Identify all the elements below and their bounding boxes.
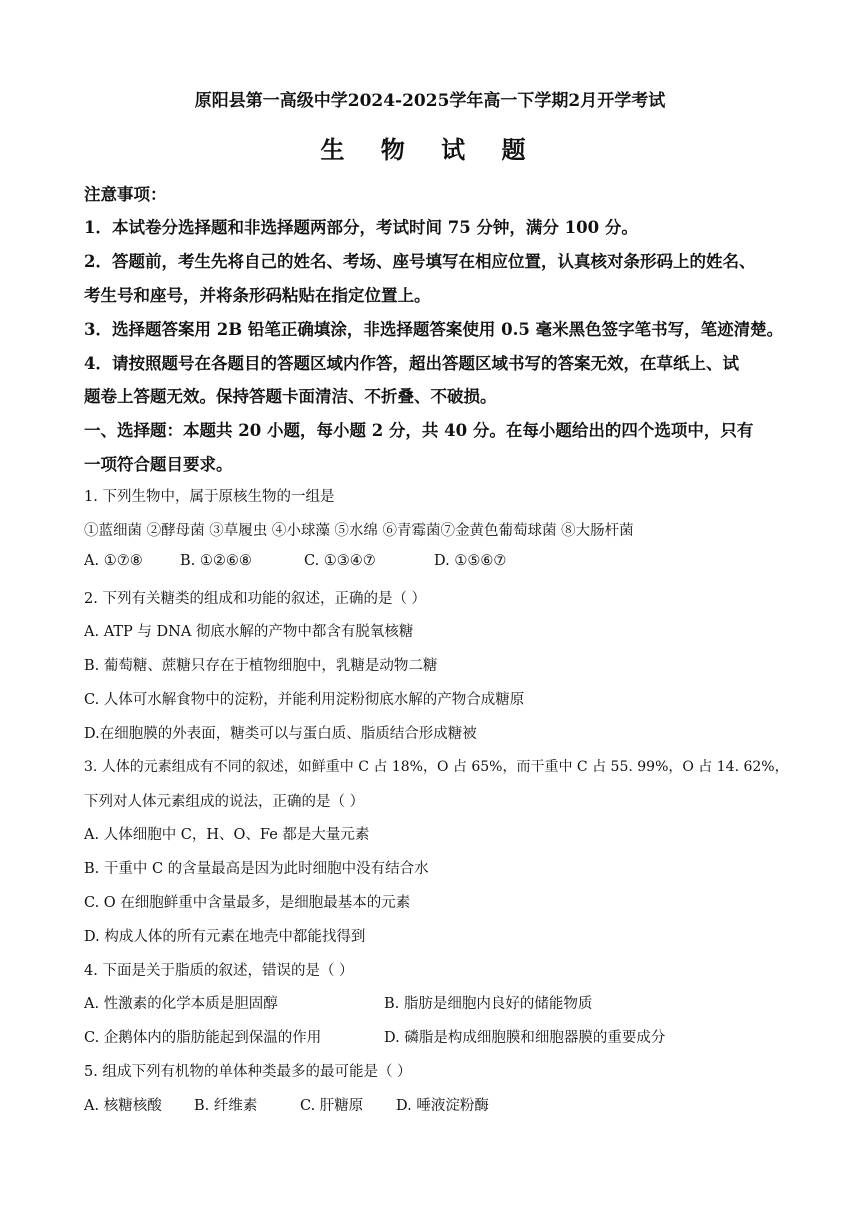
exam-title: 原阳县第一高级中学2024-2025学年高一下学期2月开学考试 xyxy=(194,91,666,111)
question-3-option-b: B. 干重中 C 的含量最高是因为此时细胞中没有结合水 xyxy=(84,861,429,877)
question-3-stem: 3. 人体的元素组成有不同的叙述，如鲜重中 C 占 18%，O 占 65%，而干重中 C 占 55. 99%，O 占 14. 62%， xyxy=(84,759,789,775)
notice-item: 1．本试卷分选择题和非选择题两部分，考试时间 75 分钟，满分 100 分。 xyxy=(84,218,638,237)
question-1-option-d: D. ①⑤⑥⑦ xyxy=(434,553,507,569)
notice-heading: 注意事项： xyxy=(84,185,167,204)
notice-item: 3．选择题答案用 2B 铅笔正确填涂，非选择题答案使用 0.5 毫米黑色签字笔书写，笔迹清楚。 xyxy=(84,320,784,339)
question-1-option-b: B. ①②⑥⑧ xyxy=(180,553,252,569)
question-5-option-a: A. 核糖核酸 xyxy=(84,1098,162,1114)
section-heading-cont: 一项符合题目要求。 xyxy=(84,455,233,474)
question-4-option-d: D. 磷脂是构成细胞膜和细胞器膜的重要成分 xyxy=(384,1030,666,1046)
question-3-option-c: C. O 在细胞鲜重中含量最多，是细胞最基本的元素 xyxy=(84,895,411,911)
notice-item: 2．答题前，考生先将自己的姓名、考场、座号填写在相应位置，认真核对条形码上的姓名、 xyxy=(84,252,756,271)
notice-item: 考生号和座号，并将条形码粘贴在指定位置上。 xyxy=(84,286,431,305)
question-3-stem-cont: 下列对人体元素组成的说法，正确的是（ ） xyxy=(84,794,365,810)
question-5-option-d: D. 唾液淀粉酶 xyxy=(396,1098,489,1114)
question-4-stem: 4. 下面是关于脂质的叙述，错误的是（ ） xyxy=(84,963,354,979)
question-2-option-a: A. ATP 与 DNA 彻底水解的产物中都含有脱氧核糖 xyxy=(84,624,414,640)
notice-item: 题卷上答题无效。保持答题卡面清洁、不折叠、不破损。 xyxy=(84,387,497,406)
question-2-option-d: D.在细胞膜的外表面，糖类可以与蛋白质、脂质结合形成糖被 xyxy=(84,726,477,742)
question-2-option-c: C. 人体可水解食物中的淀粉，并能利用淀粉彻底水解的产物合成糖原 xyxy=(84,692,525,708)
question-5-option-c: C. 肝糖原 xyxy=(300,1098,364,1114)
question-5-stem: 5. 组成下列有机物的单体种类最多的最可能是（ ） xyxy=(84,1064,412,1080)
question-1-option-c: C. ①③④⑦ xyxy=(304,553,376,569)
question-3-option-a: A. 人体细胞中 C，H、O、Fe 都是大量元素 xyxy=(84,827,370,843)
question-3-option-d: D. 构成人体的所有元素在地壳中都能找得到 xyxy=(84,929,366,945)
subject-title: 生 物 试 题 xyxy=(320,135,540,164)
question-1-stem: 1. 下列生物中，属于原核生物的一组是 xyxy=(84,489,335,505)
question-4-option-a: A. 性激素的化学本质是胆固醇 xyxy=(84,996,278,1012)
question-4-option-c: C. 企鹅体内的脂肪能起到保温的作用 xyxy=(84,1030,322,1046)
question-2-stem: 2. 下列有关糖类的组成和功能的叙述，正确的是（ ） xyxy=(84,591,427,607)
question-1-option-a: A. ①⑦⑧ xyxy=(84,553,143,569)
notice-item: 4．请按照题号在各题目的答题区域内作答，超出答题区域书写的答案无效，在草纸上、试 xyxy=(84,354,739,373)
question-4-option-b: B. 脂肪是细胞内良好的储能物质 xyxy=(384,996,593,1012)
question-2-option-b: B. 葡萄糖、蔗糖只存在于植物细胞中，乳糖是动物二糖 xyxy=(84,658,438,674)
question-1-list: ①蓝细菌 ②酵母菌 ③草履虫 ④小球藻 ⑤水绵 ⑥青霉菌⑦金黄色葡萄球菌 ⑧大肠杆菌 xyxy=(84,523,634,539)
section-heading: 一、选择题：本题共 20 小题，每小题 2 分，共 40 分。在每小题给出的四个选项中，只有 xyxy=(84,421,754,440)
question-5-option-b: B. 纤维素 xyxy=(194,1098,258,1114)
